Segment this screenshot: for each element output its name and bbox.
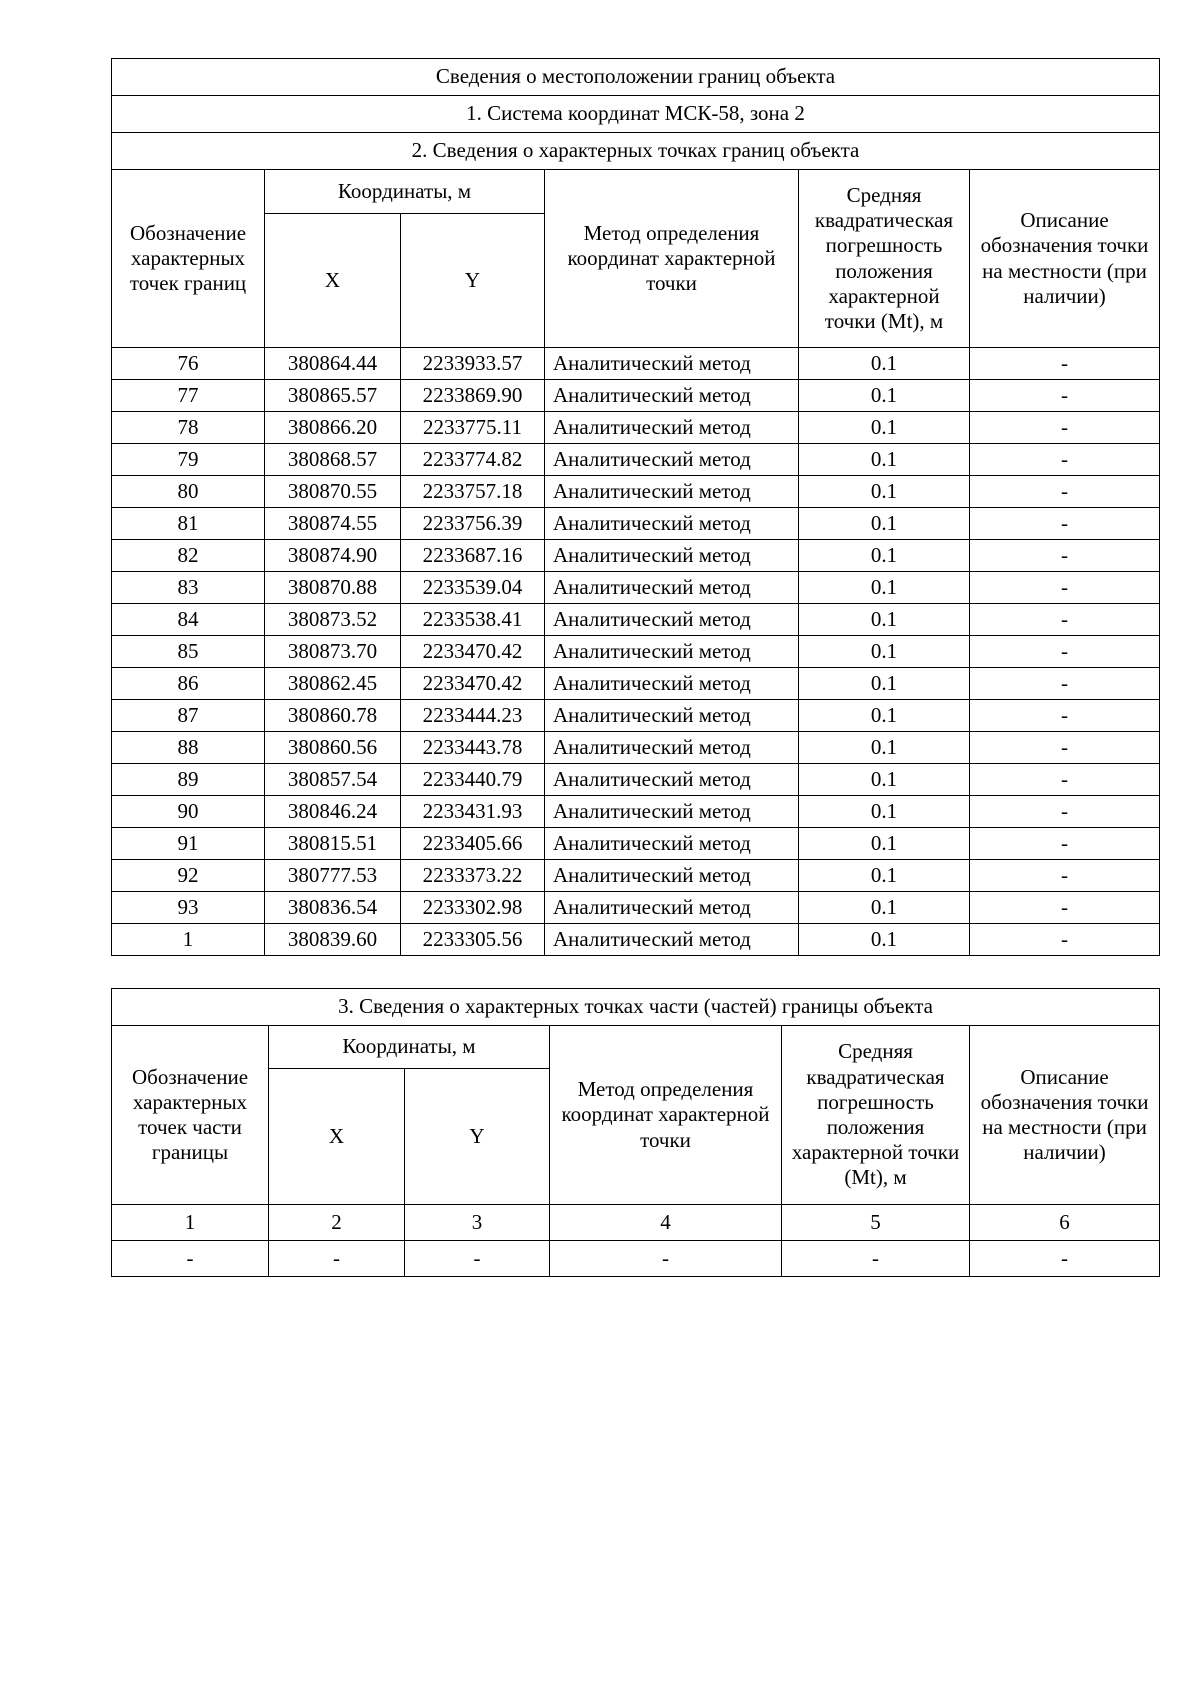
y-cell: 2233443.78 xyxy=(401,732,545,764)
point-cell: 80 xyxy=(112,476,265,508)
table-row xyxy=(112,796,1160,828)
y-cell: 2233539.04 xyxy=(401,572,545,604)
error-cell: 0.1 xyxy=(799,380,970,412)
x-cell: 380860.56 xyxy=(265,732,401,764)
method-cell: Аналитический метод xyxy=(545,700,799,732)
description-cell: - xyxy=(970,732,1160,764)
method-cell: Аналитический метод xyxy=(545,732,799,764)
method-cell: Аналитический метод xyxy=(545,604,799,636)
method-cell: Аналитический метод xyxy=(545,668,799,700)
part-cell: - xyxy=(970,1241,1160,1277)
column-number: 5 xyxy=(782,1205,970,1241)
error-cell: 0.1 xyxy=(799,540,970,572)
point-cell: 82 xyxy=(112,540,265,572)
x-cell: 380864.44 xyxy=(265,348,401,380)
point-cell: 89 xyxy=(112,764,265,796)
point-cell: 84 xyxy=(112,604,265,636)
table-row xyxy=(112,380,1160,412)
point-cell: 83 xyxy=(112,572,265,604)
method-cell: Аналитический метод xyxy=(545,444,799,476)
x-cell: 380860.78 xyxy=(265,700,401,732)
point-cell: 88 xyxy=(112,732,265,764)
y-cell: 2233933.57 xyxy=(401,348,545,380)
y-cell: 2233373.22 xyxy=(401,860,545,892)
error-cell: 0.1 xyxy=(799,636,970,668)
column-number-row xyxy=(112,1205,1160,1241)
table-row xyxy=(112,924,1160,956)
description-cell: - xyxy=(970,796,1160,828)
point-cell: 90 xyxy=(112,796,265,828)
part-method-header: Метод определения координат характерной точки xyxy=(550,1026,782,1205)
description-cell: - xyxy=(970,540,1160,572)
coordinate-system: 1. Система координат МСК-58, зона 2 xyxy=(112,96,1160,133)
table-row xyxy=(112,412,1160,444)
part-points-header: Обозначение характерных точек части границы xyxy=(112,1026,269,1205)
table-row xyxy=(112,540,1160,572)
part-table-row xyxy=(112,1241,1160,1277)
boundary-points-table xyxy=(111,58,1160,956)
table-row xyxy=(112,764,1160,796)
error-cell: 0.1 xyxy=(799,764,970,796)
x-cell: 380777.53 xyxy=(265,860,401,892)
error-cell: 0.1 xyxy=(799,828,970,860)
x-cell: 380868.57 xyxy=(265,444,401,476)
x-cell: 380873.70 xyxy=(265,636,401,668)
error-cell: 0.1 xyxy=(799,444,970,476)
main-title: Сведения о местоположении границ объекта xyxy=(112,59,1160,96)
error-header: Средняя квадратическая погрешность положения характерной точки (Mt), м xyxy=(799,170,970,348)
error-cell: 0.1 xyxy=(799,796,970,828)
description-cell: - xyxy=(970,476,1160,508)
points-header: Обозначение характерных точек границ xyxy=(112,170,265,348)
method-cell: Аналитический метод xyxy=(545,924,799,956)
description-cell: - xyxy=(970,668,1160,700)
point-cell: 86 xyxy=(112,668,265,700)
part-cell: - xyxy=(112,1241,269,1277)
part-coords-header: Координаты, м xyxy=(269,1026,550,1069)
y-cell: 2233305.56 xyxy=(401,924,545,956)
y-cell: 2233405.66 xyxy=(401,828,545,860)
x-cell: 380815.51 xyxy=(265,828,401,860)
method-cell: Аналитический метод xyxy=(545,380,799,412)
method-cell: Аналитический метод xyxy=(545,540,799,572)
x-cell: 380862.45 xyxy=(265,668,401,700)
error-cell: 0.1 xyxy=(799,412,970,444)
y-cell: 2233775.11 xyxy=(401,412,545,444)
x-cell: 380874.90 xyxy=(265,540,401,572)
error-cell: 0.1 xyxy=(799,892,970,924)
description-cell: - xyxy=(970,572,1160,604)
error-cell: 0.1 xyxy=(799,860,970,892)
description-cell: - xyxy=(970,700,1160,732)
x-cell: 380870.55 xyxy=(265,476,401,508)
y-cell: 2233444.23 xyxy=(401,700,545,732)
y-cell: 2233757.18 xyxy=(401,476,545,508)
error-cell: 0.1 xyxy=(799,508,970,540)
table-row xyxy=(112,828,1160,860)
x-header: X xyxy=(265,214,401,348)
point-cell: 92 xyxy=(112,860,265,892)
description-cell: - xyxy=(970,348,1160,380)
column-number: 6 xyxy=(970,1205,1160,1241)
y-cell: 2233869.90 xyxy=(401,380,545,412)
table-row xyxy=(112,572,1160,604)
x-cell: 380865.57 xyxy=(265,380,401,412)
error-cell: 0.1 xyxy=(799,700,970,732)
y-cell: 2233302.98 xyxy=(401,892,545,924)
method-cell: Аналитический метод xyxy=(545,764,799,796)
description-cell: - xyxy=(970,636,1160,668)
table-row xyxy=(112,668,1160,700)
point-cell: 78 xyxy=(112,412,265,444)
table-row xyxy=(112,892,1160,924)
column-number: 4 xyxy=(550,1205,782,1241)
x-cell: 380866.20 xyxy=(265,412,401,444)
description-cell: - xyxy=(970,380,1160,412)
error-cell: 0.1 xyxy=(799,348,970,380)
table-row xyxy=(112,700,1160,732)
method-cell: Аналитический метод xyxy=(545,892,799,924)
description-cell: - xyxy=(970,412,1160,444)
part-cell: - xyxy=(405,1241,550,1277)
table-row xyxy=(112,732,1160,764)
x-cell: 380870.88 xyxy=(265,572,401,604)
point-cell: 79 xyxy=(112,444,265,476)
part-y-header: Y xyxy=(405,1069,550,1205)
section-2-title: 2. Сведения о характерных точках границ объекта xyxy=(112,133,1160,170)
method-cell: Аналитический метод xyxy=(545,636,799,668)
part-cell: - xyxy=(269,1241,405,1277)
error-cell: 0.1 xyxy=(799,476,970,508)
point-cell: 87 xyxy=(112,700,265,732)
error-cell: 0.1 xyxy=(799,572,970,604)
description-cell: - xyxy=(970,508,1160,540)
description-header: Описание обозначения точки на местности (при наличии) xyxy=(970,170,1160,348)
method-cell: Аналитический метод xyxy=(545,348,799,380)
table-row xyxy=(112,476,1160,508)
description-cell: - xyxy=(970,444,1160,476)
table-row xyxy=(112,604,1160,636)
error-cell: 0.1 xyxy=(799,604,970,636)
x-cell: 380873.52 xyxy=(265,604,401,636)
method-cell: Аналитический метод xyxy=(545,476,799,508)
y-header: Y xyxy=(401,214,545,348)
method-cell: Аналитический метод xyxy=(545,508,799,540)
x-cell: 380857.54 xyxy=(265,764,401,796)
point-cell: 1 xyxy=(112,924,265,956)
x-cell: 380836.54 xyxy=(265,892,401,924)
y-cell: 2233687.16 xyxy=(401,540,545,572)
method-cell: Аналитический метод xyxy=(545,572,799,604)
coords-header: Координаты, м xyxy=(265,170,545,214)
description-cell: - xyxy=(970,828,1160,860)
table-row xyxy=(112,860,1160,892)
part-error-header: Средняя квадратическая погрешность положения характерной точки (Mt), м xyxy=(782,1026,970,1205)
y-cell: 2233774.82 xyxy=(401,444,545,476)
point-cell: 81 xyxy=(112,508,265,540)
y-cell: 2233756.39 xyxy=(401,508,545,540)
point-cell: 85 xyxy=(112,636,265,668)
method-cell: Аналитический метод xyxy=(545,412,799,444)
error-cell: 0.1 xyxy=(799,668,970,700)
y-cell: 2233470.42 xyxy=(401,668,545,700)
table-row xyxy=(112,348,1160,380)
x-cell: 380839.60 xyxy=(265,924,401,956)
method-cell: Аналитический метод xyxy=(545,796,799,828)
y-cell: 2233440.79 xyxy=(401,764,545,796)
part-cell: - xyxy=(550,1241,782,1277)
column-number: 1 xyxy=(112,1205,269,1241)
section-3-title: 3. Сведения о характерных точках части (частей) границы объекта xyxy=(112,989,1160,1026)
y-cell: 2233431.93 xyxy=(401,796,545,828)
part-boundary-points-table xyxy=(111,988,1160,1277)
point-cell: 93 xyxy=(112,892,265,924)
y-cell: 2233538.41 xyxy=(401,604,545,636)
error-cell: 0.1 xyxy=(799,732,970,764)
method-header: Метод определения координат характерной точки xyxy=(545,170,799,348)
description-cell: - xyxy=(970,892,1160,924)
method-cell: Аналитический метод xyxy=(545,828,799,860)
point-cell: 91 xyxy=(112,828,265,860)
x-cell: 380874.55 xyxy=(265,508,401,540)
column-number: 2 xyxy=(269,1205,405,1241)
part-description-header: Описание обозначения точки на местности (при наличии) xyxy=(970,1026,1160,1205)
column-number: 3 xyxy=(405,1205,550,1241)
part-x-header: X xyxy=(269,1069,405,1205)
description-cell: - xyxy=(970,764,1160,796)
part-cell: - xyxy=(782,1241,970,1277)
method-cell: Аналитический метод xyxy=(545,860,799,892)
y-cell: 2233470.42 xyxy=(401,636,545,668)
description-cell: - xyxy=(970,604,1160,636)
description-cell: - xyxy=(970,860,1160,892)
table-row xyxy=(112,636,1160,668)
point-cell: 76 xyxy=(112,348,265,380)
description-cell: - xyxy=(970,924,1160,956)
table-row xyxy=(112,508,1160,540)
x-cell: 380846.24 xyxy=(265,796,401,828)
error-cell: 0.1 xyxy=(799,924,970,956)
point-cell: 77 xyxy=(112,380,265,412)
table-row xyxy=(112,444,1160,476)
